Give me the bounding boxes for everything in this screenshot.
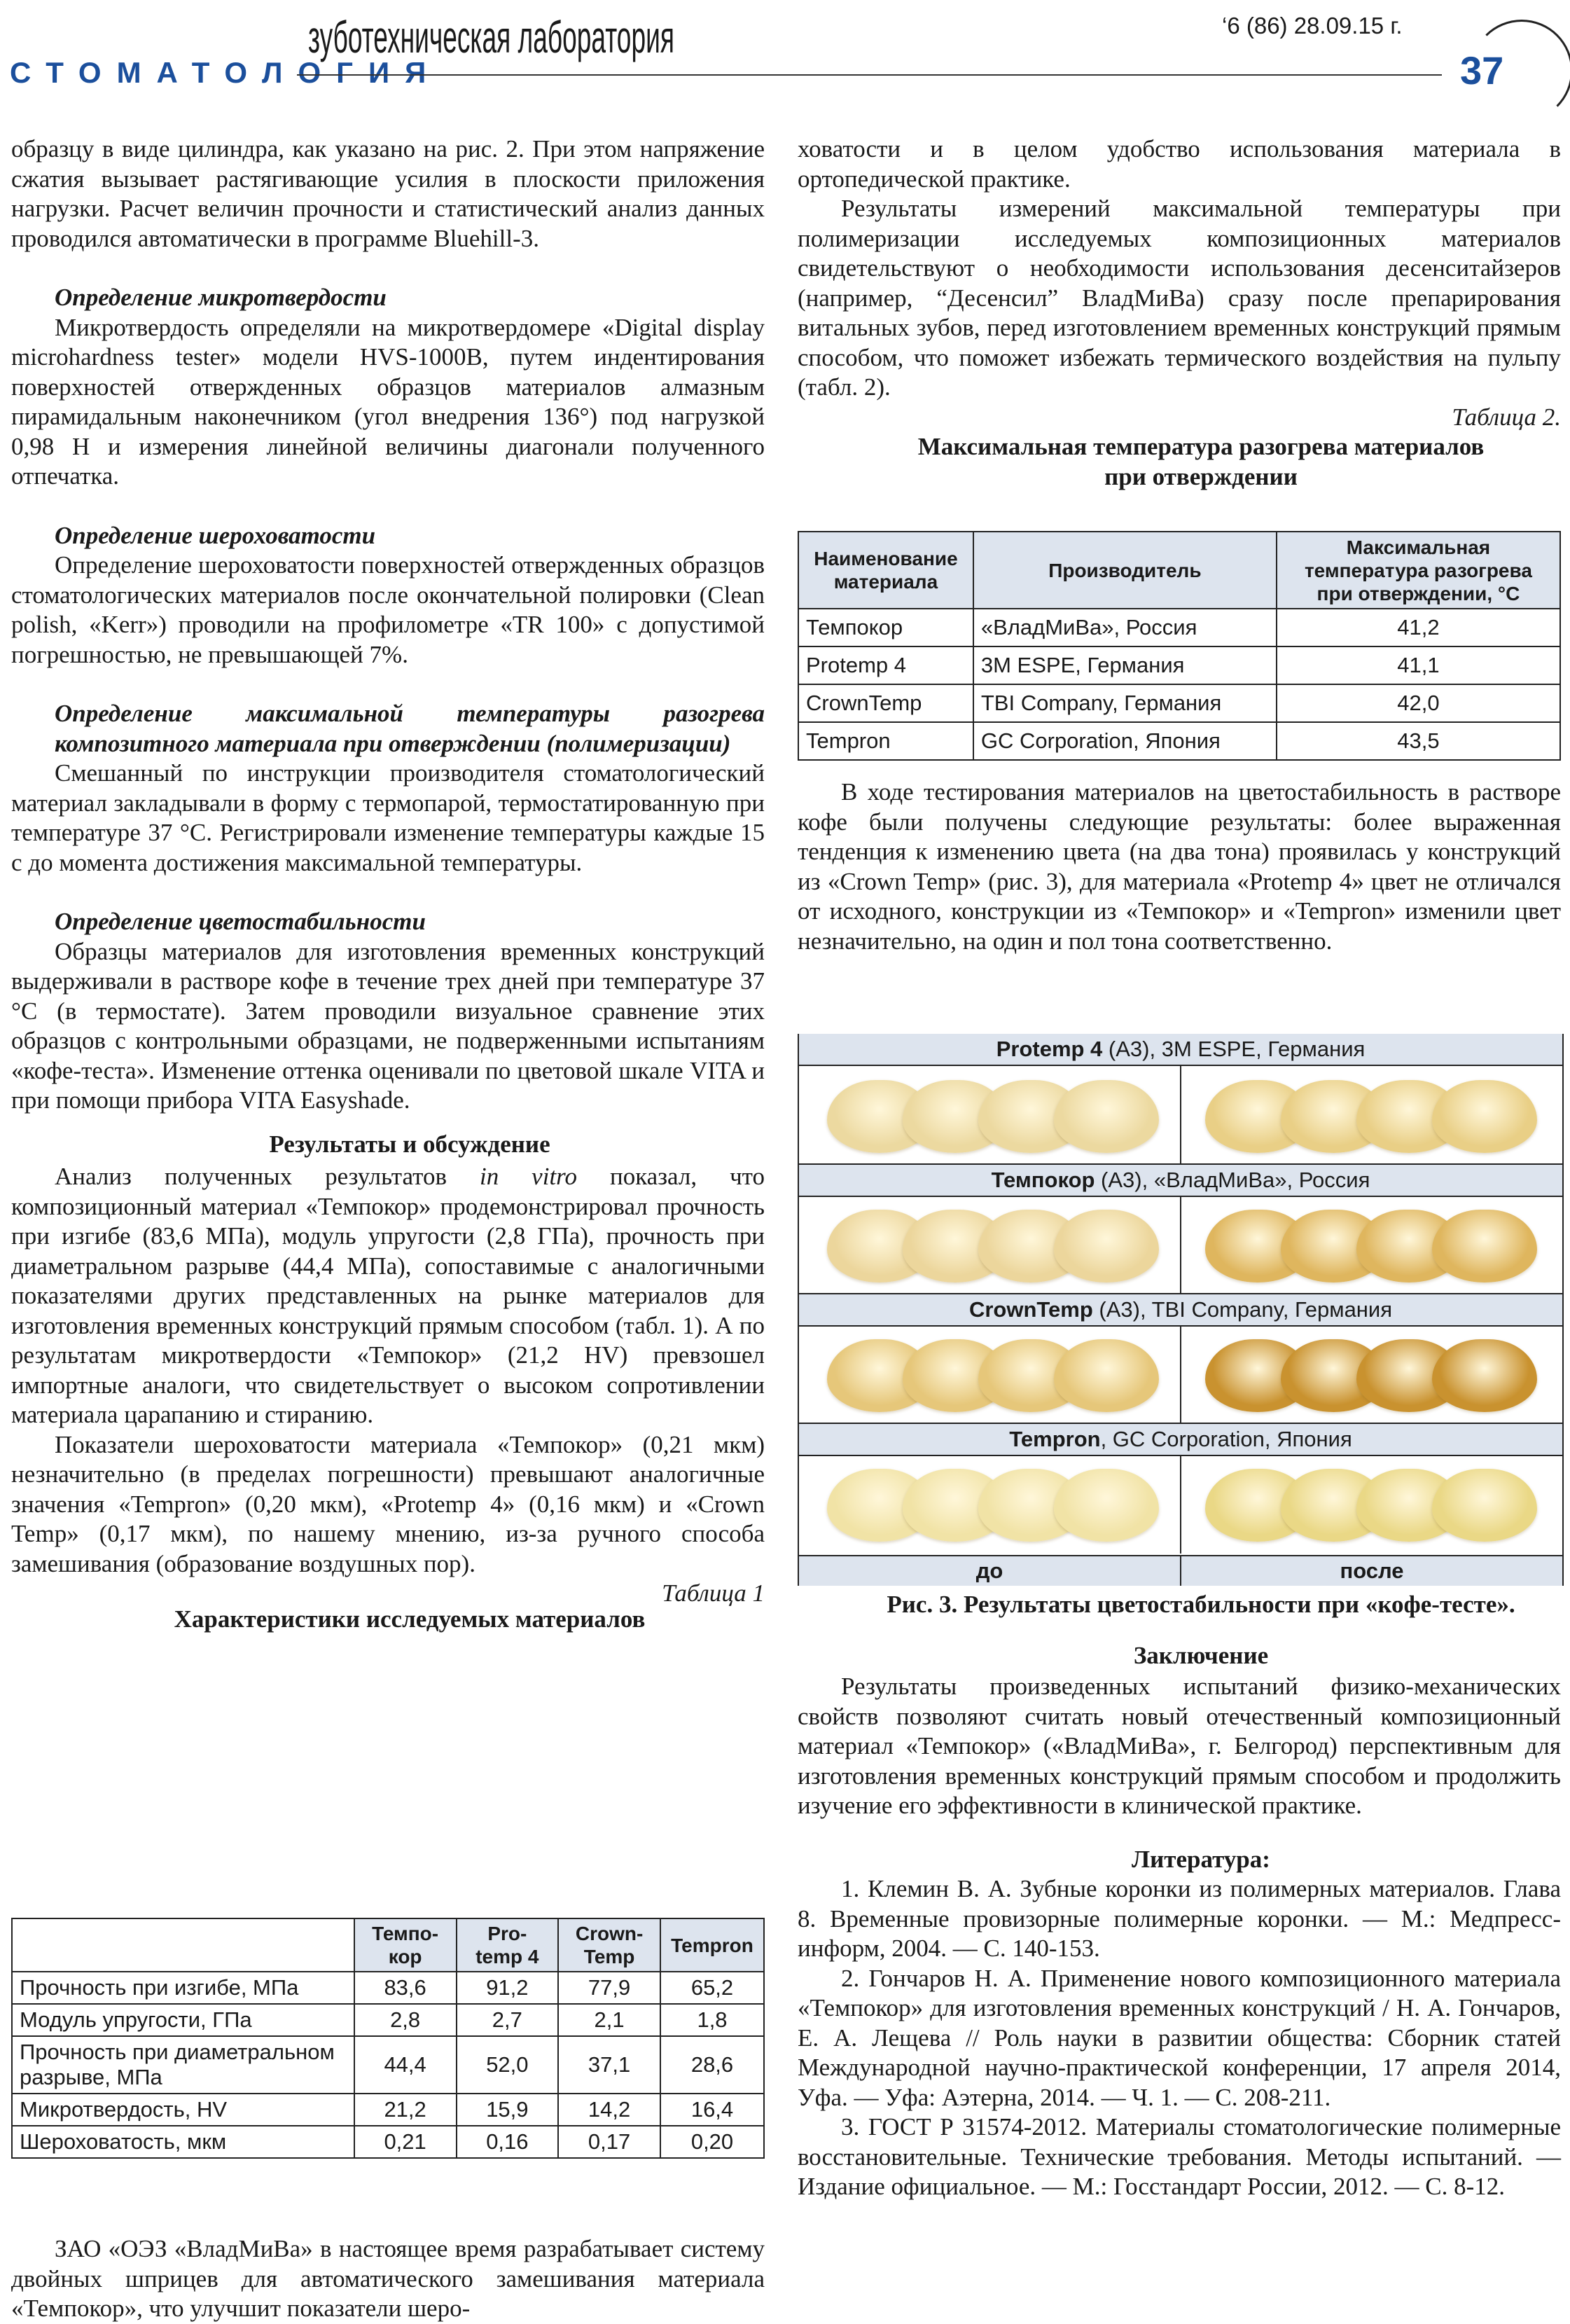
section-heading-literature: Литература: bbox=[1132, 1845, 1270, 1873]
bridge-sample-after bbox=[1205, 1074, 1541, 1158]
figure-row-title bbox=[799, 1423, 1562, 1456]
header-text: Temp bbox=[583, 1946, 635, 1967]
label-before: до bbox=[799, 1555, 1181, 1586]
material-details: (А3), 3M ESPE, Германия bbox=[1102, 1037, 1366, 1061]
figure-divider bbox=[1180, 1196, 1181, 1294]
bridge-sample-after bbox=[1205, 1463, 1541, 1547]
header-text: temp 4 bbox=[475, 1946, 539, 1967]
figure-coffee-test bbox=[798, 1034, 1564, 1586]
material-cell: Protemp 4 bbox=[798, 646, 973, 684]
figure-divider bbox=[1180, 1325, 1181, 1424]
right-column-top bbox=[798, 134, 1561, 492]
material-name: Темпокор bbox=[991, 1168, 1095, 1192]
figure-divider bbox=[1180, 1455, 1181, 1554]
value-cell: 0,17 bbox=[558, 2126, 660, 2158]
table-header-row bbox=[798, 532, 1560, 609]
value-cell: 44,4 bbox=[354, 2036, 457, 2094]
right-column-mid bbox=[798, 777, 1561, 956]
table-header-cell: Tempron bbox=[660, 1918, 764, 1972]
table-row bbox=[12, 2094, 764, 2126]
table-header-cell bbox=[457, 1918, 559, 1972]
table-row bbox=[12, 2004, 764, 2036]
table1-ref: Таблица 1 bbox=[662, 1579, 765, 1607]
value-cell: 2,8 bbox=[354, 2004, 457, 2036]
manufacturer-cell: «ВладМиВа», Россия bbox=[973, 609, 1277, 646]
header-rule bbox=[297, 74, 1442, 76]
paragraph bbox=[11, 1162, 765, 1430]
row-label-cell: Прочность при диаметральном разрыве, МПа bbox=[12, 2036, 354, 2094]
page-number: 37 bbox=[1460, 48, 1504, 92]
table1 bbox=[11, 1918, 765, 2159]
value-cell: 52,0 bbox=[457, 2036, 559, 2094]
row-label-cell: Микротвердость, HV bbox=[12, 2094, 354, 2126]
table2 bbox=[798, 531, 1561, 761]
material-cell: Tempron bbox=[798, 722, 973, 760]
header-text: кор bbox=[388, 1946, 422, 1967]
text-span: показал, что композиционный материал «Темпокор» продемонстрировал прочность при изгибе (83,6 МПа), модуль упругости (2,8 ГПа), прочность при диаметральном разрыве (44,4 МПа), сопоставимые с аналогичными показателями других представленных на рынке материалов для изготовления временных конструкций прямым способом (табл. 1). А по результатам микротвердости «Темпокор» (21,2 HV) превзошел импортные аналоги, что свидетельствует о высоком сопротивлении материала царапанию и стиранию. bbox=[11, 1163, 765, 1428]
paragraph: В ходе тестирования материалов на цветостабильность в растворе кофе были получены следующие результаты: более выраженная тенденция к изменению цвета (на два тона) проявилась у конструкций из «Crown Temp» (рис. 3), для материала «Protemp 4» цвет не отличался от исходного, конструкции из «Темпокор» и «Tempron» изменили цвет незначительно, на один и пол тона соответственно. bbox=[798, 778, 1561, 955]
table-row bbox=[798, 684, 1560, 722]
value-cell: 15,9 bbox=[457, 2094, 559, 2126]
section-title: зуботехническая лаборатория bbox=[308, 12, 674, 62]
label-after: после bbox=[1181, 1555, 1562, 1586]
material-cell: CrownTemp bbox=[798, 684, 973, 722]
figure-row-title bbox=[799, 1163, 1562, 1197]
paragraph: ЗАО «ОЭЗ «ВладМиВа» в настоящее время разрабатывает систему двойных шприцев для автоматического замешивания материала «Темпокор», что улучшит показатели шеро- bbox=[11, 2235, 765, 2322]
reference-item: 1. Клемин В. А. Зубные коронки из полимерных материалов. Глава 8. Временные провизорные полимерные коронки. — М.: Медпресс-информ, 2004. — С. 140-153. bbox=[798, 1875, 1561, 1962]
text-span: Анализ полученных результатов bbox=[55, 1163, 480, 1190]
row-label-cell: Модуль упругости, ГПа bbox=[12, 2004, 354, 2036]
material-details: (А3), «ВладМиВа», Россия bbox=[1095, 1168, 1370, 1192]
value-cell: 14,2 bbox=[558, 2094, 660, 2126]
reference-item: 2. Гончаров Н. А. Применение нового композиционного материала «Темпокор» для изготовления временных конструкций / Н. А. Гончаров, Е. А. Лещева // Роль науки в развитии общества: Сборник статей Международной научно-практической конференции, 17 апреля 2014, Уфа. — Уфа: Аэтерна, 2014. — Ч. 1. — С. 208-211. bbox=[798, 1964, 1561, 2111]
right-column-bottom bbox=[798, 1590, 1561, 2202]
tooth-crown bbox=[1054, 1080, 1159, 1153]
header-text: Темпо- bbox=[372, 1923, 439, 1944]
reference-item: 3. ГОСТ Р 31574-2012. Материалы стоматологические полимерные восстановительные. Технические требования. Методы испытаний. — Издание официальное. — М.: Госстандарт России, 2012. — С. 8-12. bbox=[798, 2113, 1561, 2200]
table-header-cell bbox=[354, 1918, 457, 1972]
table2-title-line1: Максимальная температура разогрева материалов bbox=[917, 433, 1485, 460]
table-header-row bbox=[12, 1918, 764, 1972]
value-cell: 1,8 bbox=[660, 2004, 764, 2036]
paragraph: ховатости и в целом удобство использования материала в ортопедической практике. bbox=[798, 135, 1561, 193]
tooth-crown bbox=[1054, 1210, 1159, 1282]
tooth-crown bbox=[1432, 1339, 1537, 1412]
figure-row-title bbox=[799, 1293, 1562, 1327]
subheading: Определение микротвердости bbox=[55, 284, 387, 311]
value-cell: 91,2 bbox=[457, 1972, 559, 2004]
table-row bbox=[12, 1972, 764, 2004]
temperature-cell: 43,5 bbox=[1277, 722, 1560, 760]
temperature-cell: 42,0 bbox=[1277, 684, 1560, 722]
tooth-crown bbox=[1432, 1469, 1537, 1542]
paragraph: Результаты произведенных испытаний физико-механических свойств позволяют считать новый отечественный композиционный материал «Темпокор» («ВладМиВа», г. Белгород) перспективным для изготовления временных конструкций прямым способом и продолжить изучение его эффективности в клинической практике. bbox=[798, 1673, 1561, 1819]
tooth-crown bbox=[1432, 1210, 1537, 1282]
table-header-cell: Максимальная температура разогрева при отверждении, °С bbox=[1277, 532, 1560, 609]
value-cell: 65,2 bbox=[660, 1972, 764, 2004]
issue-info: ‘6 (86) 28.09.15 г. bbox=[1222, 13, 1403, 39]
left-column bbox=[11, 134, 765, 1634]
value-cell: 2,7 bbox=[457, 2004, 559, 2036]
subheading: Определение максимальной температуры разогрева композитного материала при отверждении (полимеризации) bbox=[55, 700, 765, 757]
subheading: Определение цветостабильности bbox=[55, 908, 426, 935]
material-name: Tempron bbox=[1009, 1427, 1101, 1451]
table-header-cell: Производитель bbox=[973, 532, 1277, 609]
value-cell: 83,6 bbox=[354, 1972, 457, 2004]
table-header-cell: Наименование материала bbox=[798, 532, 973, 609]
tooth-crown bbox=[1054, 1469, 1159, 1542]
bridge-sample-before bbox=[827, 1463, 1163, 1547]
bridge-sample-before bbox=[827, 1204, 1163, 1288]
table2-title-line2: при отверждении bbox=[1104, 462, 1298, 490]
figure-caption: Рис. 3. Результаты цветостабильности при «кофе-тесте». bbox=[887, 1591, 1515, 1618]
value-cell: 16,4 bbox=[660, 2094, 764, 2126]
journal-name: СТОМАТОЛОГИЯ bbox=[10, 56, 442, 89]
bridge-sample-after bbox=[1205, 1334, 1541, 1418]
subheading: Определение шероховатости bbox=[55, 521, 376, 549]
temperature-cell: 41,2 bbox=[1277, 609, 1560, 646]
header-text: Crown- bbox=[575, 1923, 644, 1944]
left-column-tail bbox=[11, 2234, 765, 2324]
paragraph: образцу в виде цилиндра, как указано на рис. 2. При этом напряжение сжатия вызывает растягивающие усилия в плоскости приложения нагрузки. Расчет величин прочности и статистический анализ данных проводился автоматически в программе Bluehill-3. bbox=[11, 135, 765, 252]
value-cell: 0,20 bbox=[660, 2126, 764, 2158]
manufacturer-cell: TBI Company, Германия bbox=[973, 684, 1277, 722]
value-cell: 0,21 bbox=[354, 2126, 457, 2158]
paragraph: Образцы материалов для изготовления временных конструкций выдерживали в растворе кофе в течение трех дней при температуре 37 °С (в термостате). Затем проводили визуальное сравнение этих образцов с контрольными образцами, не подверженными испытаниям «кофе-теста». Изменение оттенка оценивали по цветовой шкале VITA и при помощи прибора VITA Easyshade. bbox=[11, 937, 765, 1114]
figure-row-title bbox=[799, 1034, 1562, 1066]
material-cell: Темпокор bbox=[798, 609, 973, 646]
material-name: Protemp 4 bbox=[996, 1037, 1103, 1061]
paragraph: Определение шероховатости поверхностей отвержденных образцов стоматологических материалов после окончательной полировки (Clean polish, «Kerr») проводили на профилометре «TR 100» с допустимой погрешностью, не превышающей 7%. bbox=[11, 551, 765, 668]
manufacturer-cell: 3M ESPE, Германия bbox=[973, 646, 1277, 684]
table-header-cell bbox=[558, 1918, 660, 1972]
paragraph: Результаты измерений максимальной температуры при полимеризации исследуемых композиционных материалов свидетельствуют о необходимости использования десенситайзеров (например, “Десенсил” ВладМиВа) сразу после препарирования витальных зубов, перед изготовлением временных конструкций прямым способом, что поможет избежать термического воздействия на пульпу (табл. 2). bbox=[798, 195, 1561, 401]
value-cell: 28,6 bbox=[660, 2036, 764, 2094]
tooth-crown bbox=[1432, 1080, 1537, 1153]
tooth-crown bbox=[1054, 1339, 1159, 1412]
material-name: CrownTemp bbox=[968, 1297, 1093, 1322]
row-label-cell: Шероховатость, мкм bbox=[12, 2126, 354, 2158]
header-text: Pro- bbox=[487, 1923, 527, 1944]
table-header-cell bbox=[12, 1918, 354, 1972]
table-row bbox=[798, 722, 1560, 760]
temperature-cell: 41,1 bbox=[1277, 646, 1560, 684]
manufacturer-cell: GC Corporation, Япония bbox=[973, 722, 1277, 760]
figure-divider bbox=[1180, 1066, 1181, 1165]
paragraph: Микротвердость определяли на микротвердомере «Digital display microhardness tester» модели HVS-1000B, путем индентирования поверхностей отвержденных образцов материалов алмазным пирамидальным наконечником (угол внедрения 136°) под нагрузкой 0,98 Н и измерения линейной величины диагонали полученного отпечатка. bbox=[11, 313, 765, 490]
material-details: (А3), TBI Company, Германия bbox=[1092, 1297, 1393, 1322]
table-row bbox=[12, 2126, 764, 2158]
section-heading-conclusion: Заключение bbox=[1133, 1641, 1269, 1669]
table-row bbox=[798, 646, 1560, 684]
text-italic: in vitro bbox=[479, 1163, 577, 1190]
value-cell: 21,2 bbox=[354, 2094, 457, 2126]
paragraph: Показатели шероховатости материала «Темпокор» (0,21 мкм) незначительно (в пределах погрешности) превышают аналогичные значения «Tempron» (0,20 мкм), «Protemp 4» (0,16 мкм) и «Crown Temp» (0,17 мкм), по нашему мнению, из-за ручного способа замешивания (образование воздушных пор). bbox=[11, 1430, 765, 1577]
material-details: , GC Corporation, Япония bbox=[1100, 1427, 1352, 1451]
value-cell: 0,16 bbox=[457, 2126, 559, 2158]
table-row bbox=[798, 609, 1560, 646]
value-cell: 37,1 bbox=[558, 2036, 660, 2094]
bridge-sample-before bbox=[827, 1334, 1163, 1418]
table-row bbox=[12, 2036, 764, 2094]
row-label-cell: Прочность при изгибе, МПа bbox=[12, 1972, 354, 2004]
value-cell: 77,9 bbox=[558, 1972, 660, 2004]
section-heading-results: Результаты и обсуждение bbox=[269, 1130, 550, 1158]
bridge-sample-before bbox=[827, 1074, 1163, 1158]
table1-title: Характеристики исследуемых материалов bbox=[174, 1605, 646, 1633]
value-cell: 2,1 bbox=[558, 2004, 660, 2036]
table2-ref: Таблица 2. bbox=[1452, 403, 1561, 431]
bridge-sample-after bbox=[1205, 1204, 1541, 1288]
paragraph: Смешанный по инструкции производителя стоматологический материал закладывали в форму с термопарой, термостатированную при температуре 37 °С. Регистрировали изменение температуры каждые 15 с до момента достижения максимальной температуры. bbox=[11, 759, 765, 876]
